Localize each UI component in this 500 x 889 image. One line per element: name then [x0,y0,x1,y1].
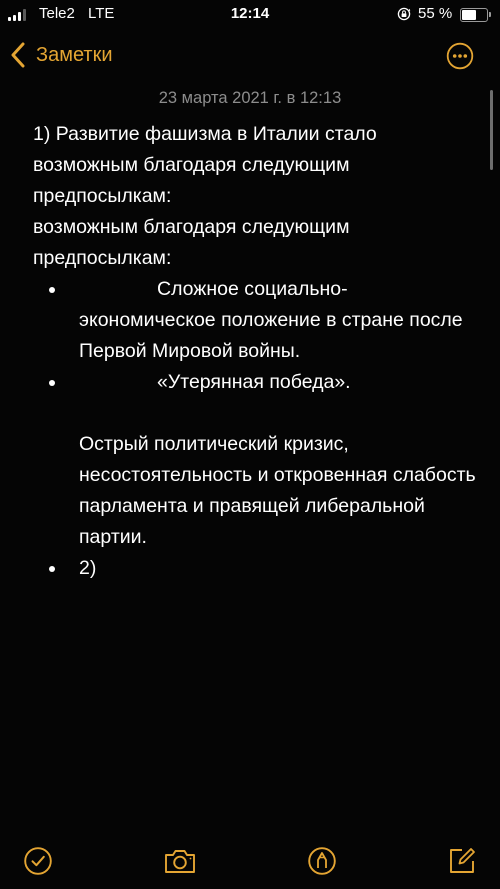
status-time: 12:14 [230,5,270,22]
battery-icon [460,8,488,22]
compose-icon[interactable] [447,846,477,876]
camera-icon[interactable] [163,846,197,876]
battery-level [462,10,476,20]
list-item [33,553,478,584]
list-item-text: 2) [79,557,97,579]
back-button-label: Заметки [36,43,113,66]
chevron-left-icon [10,42,26,68]
more-options-icon[interactable] [446,42,474,70]
status-bar [0,0,500,30]
back-button[interactable] [10,42,113,68]
network-type: LTE [88,5,115,22]
note-date: 23 марта 2021 г. в 12:13 [158,89,342,107]
list-item [33,367,478,398]
note-paragraph: 1) Развитие фашизма в Италии стало возможным благодаря следующим предпосылкам: [33,123,377,207]
bullet-dot [49,287,55,293]
note-continuation: Острый политический кризис, несостоятельность и откровенная слабость парламента и правящей либеральной партии. [79,433,476,548]
battery-percent: 55 % [418,5,453,22]
list-item-text: Сложное социально-экономическое положение в стране после Первой Мировой войны. [79,278,463,362]
note-body[interactable] [33,119,478,584]
note-paragraph: возможным благодаря следующим предпосылкам: [33,216,350,269]
orientation-lock-icon [397,7,411,21]
carrier-name: Tele2 [39,5,75,22]
checklist-icon[interactable] [23,846,53,876]
list-item [33,274,478,367]
markup-pen-icon[interactable] [307,846,337,876]
bullet-dot [49,566,55,572]
list-item-text: «Утерянная победа». [157,371,351,393]
bullet-list [33,553,478,584]
bullet-dot [49,380,55,386]
bullet-list [33,274,478,398]
battery-tip [489,12,491,17]
